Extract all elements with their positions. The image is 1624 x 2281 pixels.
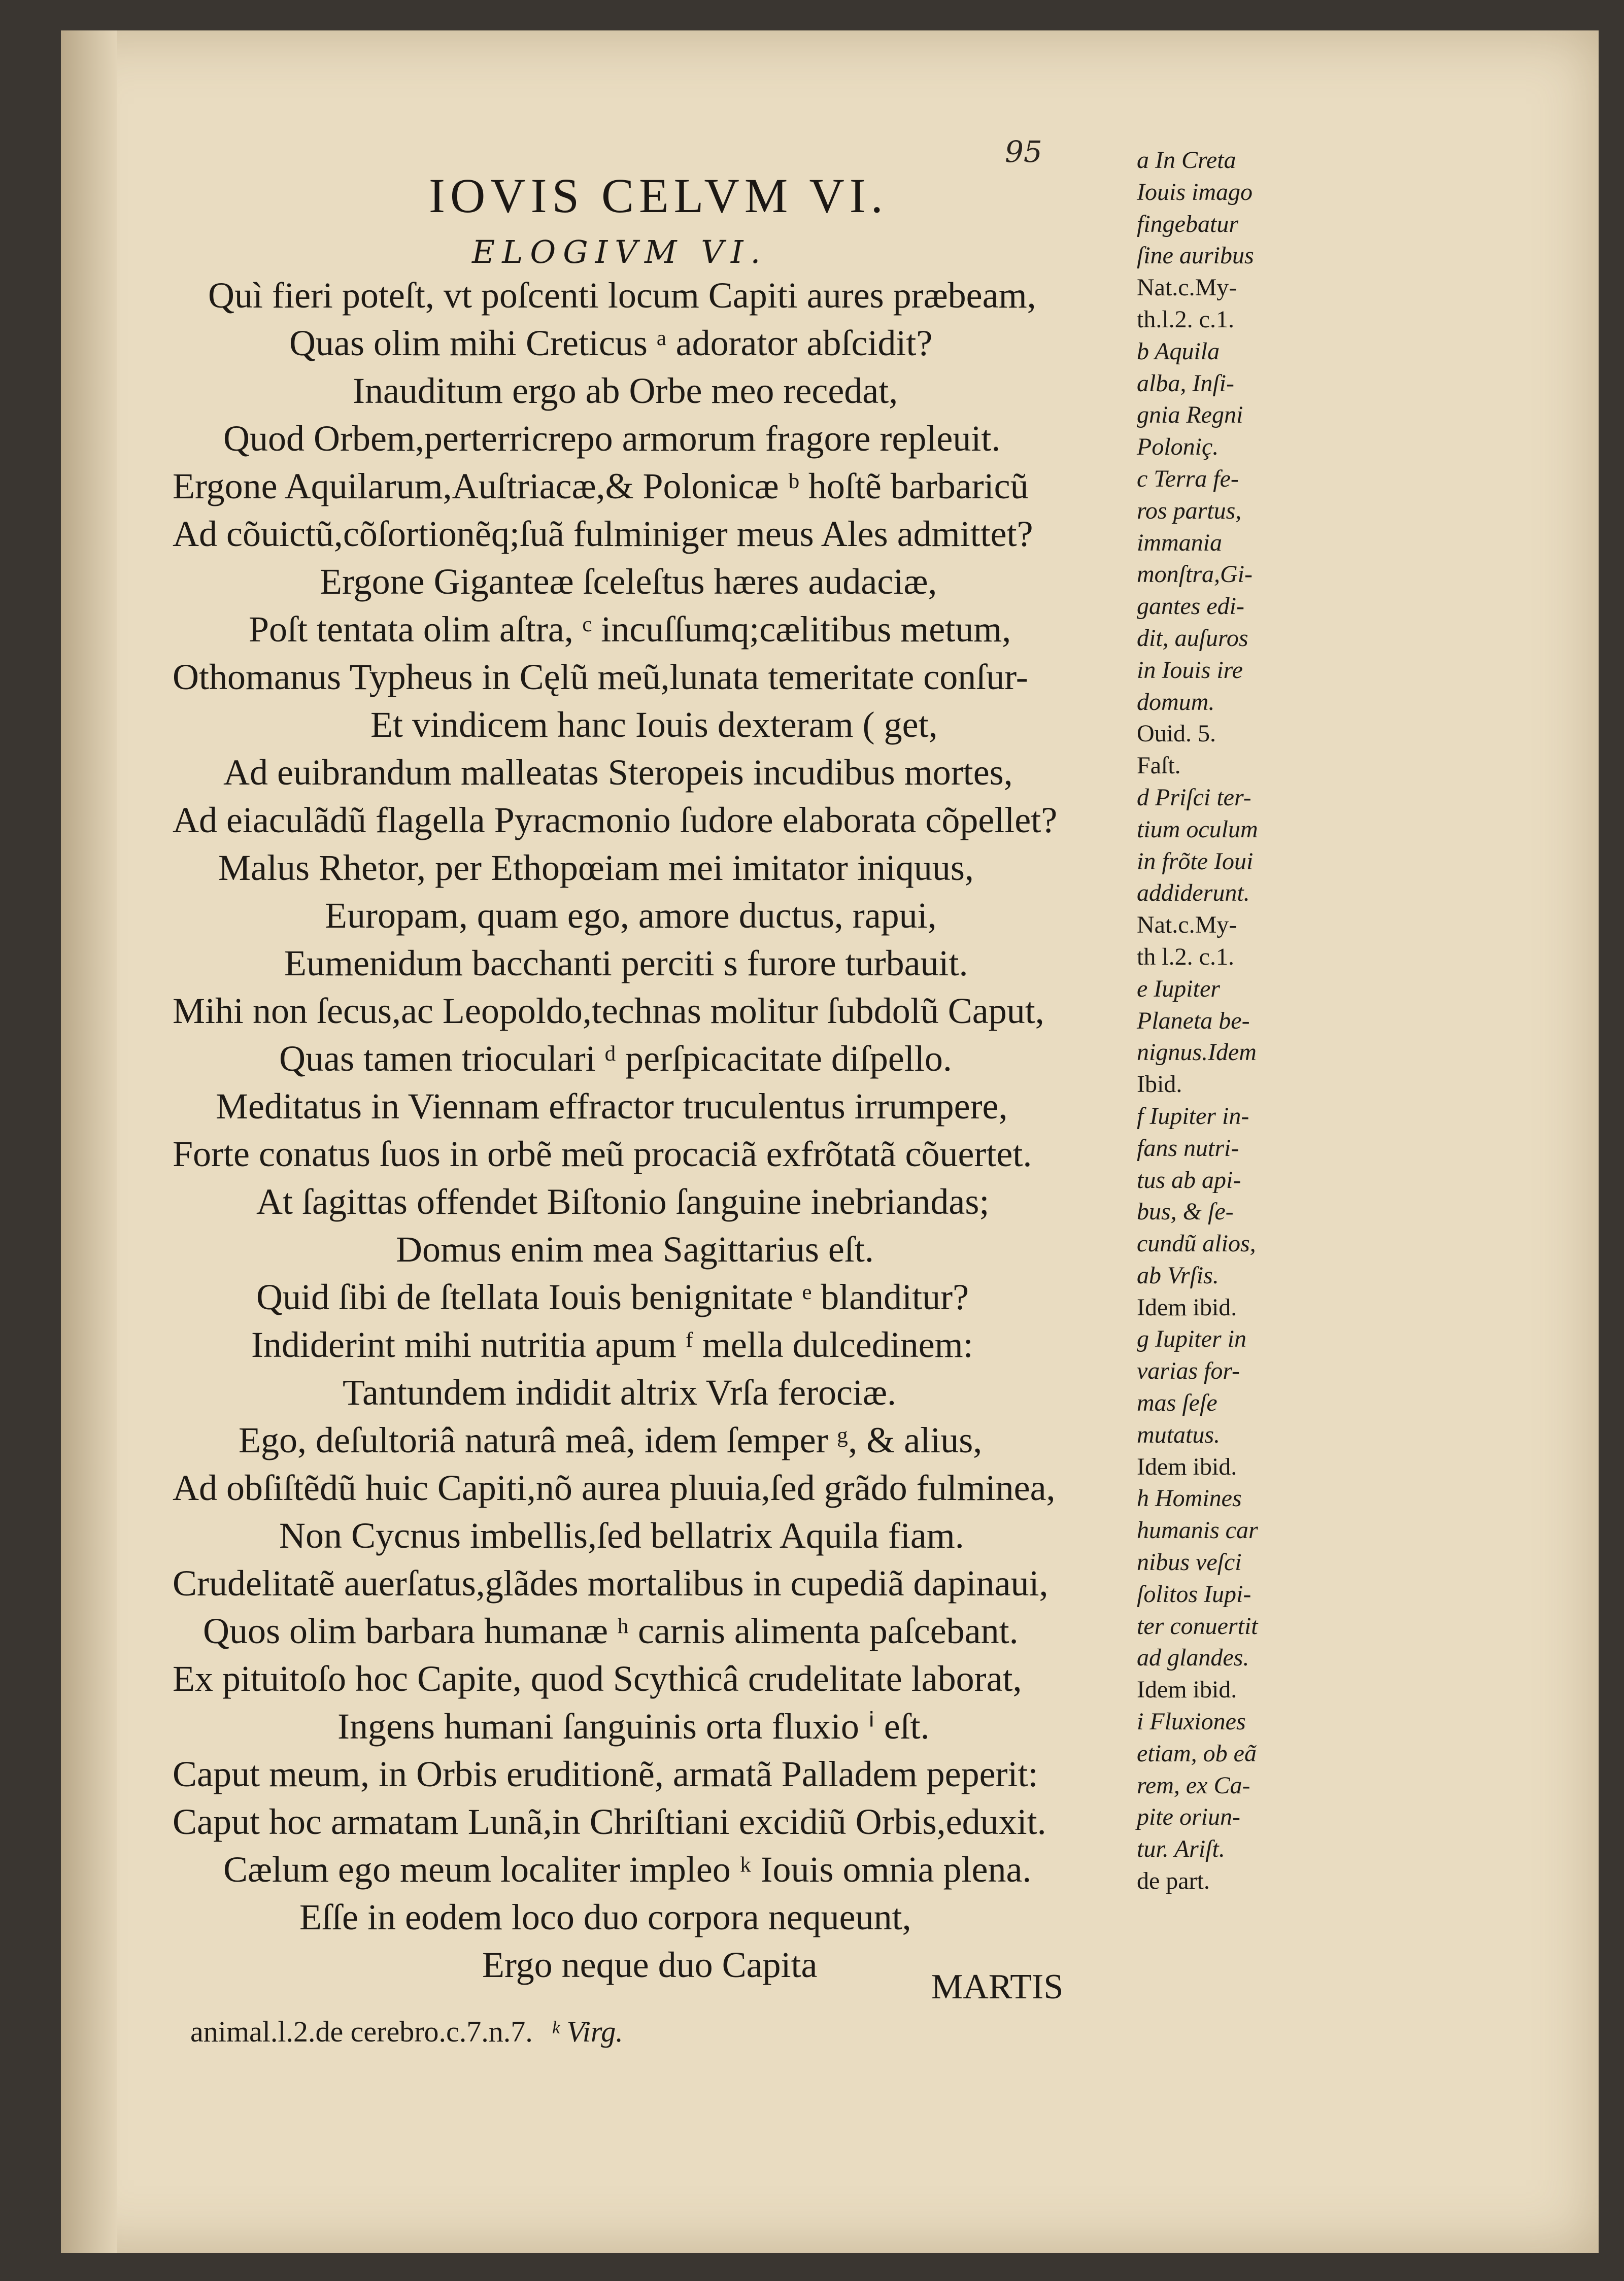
marginal-note-line: bus, & ſe- [1137,1198,1234,1225]
marginal-note-line: fingebatur [1137,210,1238,237]
page-gutter [61,30,117,2253]
footnote-reference: ᵏ Virg. [551,2015,623,2048]
verse-line: Ex pituitoſo hoc Capite, quod Scythicâ crudelitate laborat, [173,1658,1022,1699]
marginal-note-line: varias for- [1137,1357,1240,1385]
verse-line: Mihi non ſecus,ac Leopoldo,technas molitur ſubdolũ Caput, [173,991,1044,1031]
marginal-note-line: mas ſeſe [1137,1389,1217,1417]
marginal-note-line: b Aquila [1137,337,1220,365]
verse-line: Cælum ego meum localiter impleo ᵏ Iouis omnia plena. [223,1849,1032,1890]
marginal-note-line: c Terra fe- [1137,465,1239,492]
verse-line: Inauditum ergo ab Orbe meo recedat, [353,370,898,411]
verse-line: Ergo neque duo Capita [482,1945,818,1985]
verse-line: Crudelitatẽ auerſatus,glãdes mortalibus in cupediã dapinaui, [173,1563,1048,1604]
verse-line: Ingens humani ſanguinis orta fluxio ⁱ eſt. [337,1706,930,1747]
marginal-note-line: ad glandes. [1137,1644,1249,1672]
marginal-note-line: g Iupiter in [1137,1325,1246,1353]
verse-line: Non Cycnus imbellis,ſed bellatrix Aquila fiam. [279,1515,964,1556]
marginal-note-line: th.l.2. c.1. [1137,305,1234,333]
marginal-note-line: Planeta be- [1137,1007,1250,1034]
verse-line: Eumenidum bacchanti perciti s furore turbauit. [284,943,968,983]
verse-line: Et vindicem hanc Iouis dexteram ( get, [370,704,938,745]
marginal-note-line: mutatus. [1137,1421,1221,1448]
marginal-notes [1137,145,1304,1897]
marginal-note-line: dit, auſuros [1137,624,1248,652]
verse-line: Poſt tentata olim aſtra, ᶜ incuſſumq;cælitibus metum, [249,609,1011,650]
marginal-note-line: nibus veſci [1137,1549,1242,1576]
marginal-note-line: monſtra,Gi- [1137,561,1253,588]
marginal-note-line: Ibid. [1137,1071,1182,1098]
marginal-note-line: i Fluxiones [1137,1708,1246,1735]
marginal-note-line: de part. [1137,1867,1210,1895]
verse-line: Ergone Giganteæ ſceleſtus hæres audaciæ, [320,561,937,602]
verse-line: Othomanus Typheus in Cęlũ meũ,lunata temeritate conſur- [173,657,1028,697]
verse-line: Domus enim mea Sagittarius eſt. [396,1229,874,1270]
marginal-note-line: gantes edi- [1137,593,1244,620]
verse-line: Eſſe in eodem loco duo corpora nequeunt, [299,1897,911,1937]
verse-body [173,271,1147,1989]
verse-line: At ſagittas offendet Biſtonio ſanguine inebriandas; [256,1181,990,1222]
marginal-note-line: Ouid. 5. [1137,720,1216,747]
marginal-note-line: in Iouis ire [1137,656,1243,684]
verse-line: Caput meum, in Orbis eruditionẽ, armatã Palladem peperit: [173,1754,1038,1794]
marginal-note-line: etiam, ob eã [1137,1740,1257,1767]
verse-line: Ad euibrandum malleatas Steropeis incudibus mortes, [223,752,1013,793]
marginal-note-line: tus ab api- [1137,1166,1241,1194]
verse-line: Ad eiaculãdũ flagella Pyracmonio ſudore elaborata cõpellet? [173,800,1058,840]
marginal-note-line: fans nutri- [1137,1134,1239,1162]
verse-line: Forte conatus ſuos in orbẽ meũ procaciã exfrõtatã cõuertet. [173,1134,1032,1174]
marginal-note-line: ſine auribus [1137,242,1254,269]
verse-line: Quos olim barbara humanæ ʰ carnis alimenta paſcebant. [203,1611,1019,1651]
verse-line: Malus Rhetor, per Ethopœiam mei imitator iniquus, [218,847,974,888]
verse-line: Indiderint mihi nutritia apum ᶠ mella dulcedinem: [251,1324,973,1365]
footnote [190,2015,623,2049]
verse-line: Quod Orbem,perterricrepo armorum fragore repleuit. [223,418,1001,459]
marginal-note-line: tur. Ariſt. [1137,1835,1225,1863]
page-number: 95 [1005,134,1042,169]
marginal-note-line: th l.2. c.1. [1137,943,1234,970]
marginal-note-line: ros partus, [1137,497,1242,524]
marginal-note-line: domum. [1137,688,1215,716]
marginal-note-line: tium oculum [1137,815,1258,843]
catchword: MARTIS [931,1967,1064,2006]
marginal-note-line: alba, Inſi- [1137,369,1234,397]
marginal-note-line: h Homines [1137,1485,1242,1512]
marginal-note-line: a In Creta [1137,147,1236,174]
marginal-note-line: pite oriun- [1137,1803,1240,1831]
marginal-note-line: e Iupiter [1137,975,1220,1002]
verse-line: Ad obſiſtẽdũ huic Capiti,nõ aurea pluuia,ſed grãdo fulminea, [173,1468,1056,1508]
marginal-note-line: humanis car [1137,1517,1258,1544]
verse-line: Europam, quam ego, amore ductus, rapui, [325,895,937,936]
marginal-note-line: immania [1137,529,1222,556]
marginal-note-line: Nat.c.My- [1137,274,1237,301]
footnote-text: animal.l.2.de cerebro.c.7.n.7. [190,2015,533,2048]
verse-line: Ergone Aquilarum,Auſtriacæ,& Polonicæ ᵇ hoſtẽ barbaricũ [173,466,1029,506]
page-subtitle: ELOGIVM VI. [472,233,768,270]
marginal-note-line: rem, ex Ca- [1137,1772,1250,1799]
verse-line: Caput hoc armatam Lunã,in Chriſtiani excidiũ Orbis,eduxit. [173,1801,1046,1842]
marginal-note-line: Faſt. [1137,752,1181,779]
marginal-note-line: ſolitos Iupi- [1137,1580,1251,1608]
verse-line: Quì fieri poteſt, vt poſcenti locum Capiti aures præbeam, [208,275,1036,316]
marginal-note-line: Idem ibid. [1137,1453,1237,1480]
marginal-note-line: addiderunt. [1137,879,1250,907]
verse-line: Quid ſibi de ſtellata Iouis benignitate ᵉ blanditur? [256,1277,969,1317]
marginal-note-line: gnia Regni [1137,401,1243,429]
marginal-note-line: ab Vrſis. [1137,1262,1219,1289]
marginal-note-line: f Iupiter in- [1137,1102,1249,1130]
marginal-note-line: Nat.c.My- [1137,911,1237,939]
verse-line: Quas tamen trioculari ᵈ perſpicacitate diſpello. [279,1038,952,1079]
marginal-note-line: cundũ alios, [1137,1230,1256,1257]
marginal-note-line: Idem ibid. [1137,1293,1237,1321]
verse-line: Meditatus in Viennam effractor truculentus irrumpere, [216,1086,1008,1127]
marginal-note-line: in frõte Ioui [1137,847,1254,875]
marginal-note-line: Iouis imago [1137,178,1253,206]
verse-line: Quas olim mihi Creticus ᵃ adorator abſcidit? [289,323,933,363]
marginal-note-line: Idem ibid. [1137,1676,1237,1704]
marginal-note-line: d Priſci ter- [1137,784,1251,811]
verse-line: Tantundem indidit altrix Vrſa ferociæ. [343,1372,897,1413]
page-title: IOVIS CELVM VI. [429,168,888,223]
marginal-note-line: ter conuertit [1137,1612,1258,1640]
marginal-note-line: Poloniç. [1137,433,1219,461]
verse-line: Ego, deſultoriâ naturâ meâ, idem ſemper ᵍ, & alius, [239,1420,983,1460]
verse-line: Ad cõuictũ,cõſortionẽq;ſuã fulminiger meus Ales admittet? [173,514,1033,554]
marginal-note-line: nignus.Idem [1137,1039,1257,1066]
